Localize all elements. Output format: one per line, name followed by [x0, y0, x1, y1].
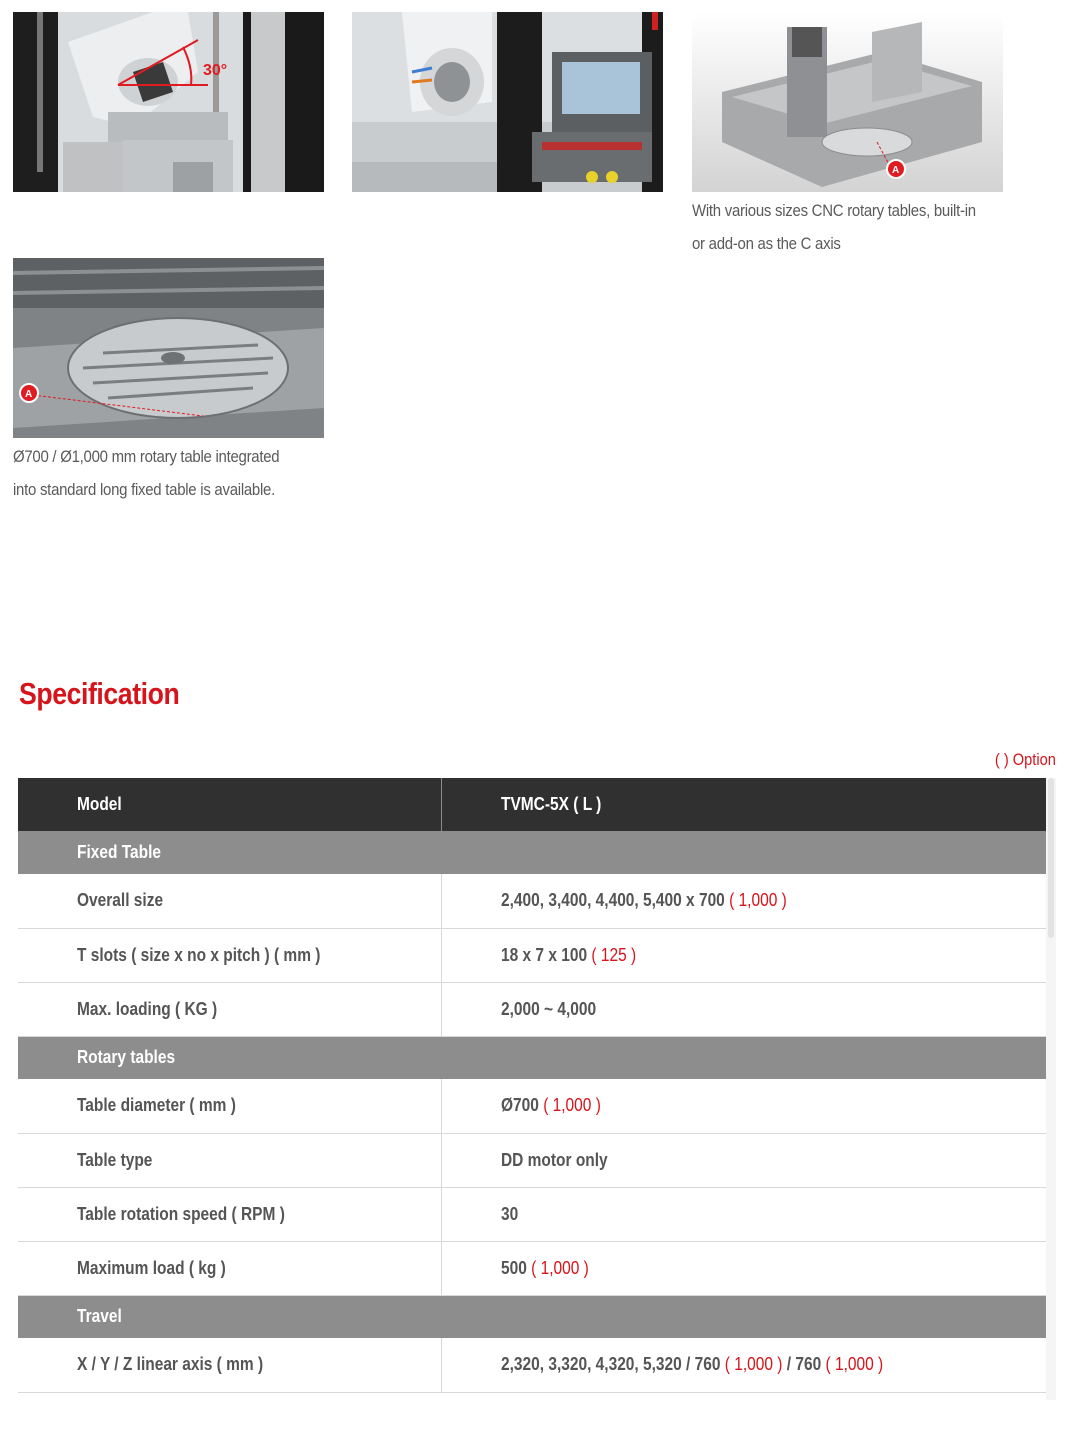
- caption-line: or add-on as the C axis: [692, 234, 841, 253]
- caption-line: Ø700 / Ø1,000 mm rotary table integrated: [13, 447, 280, 466]
- spec-label: Max. loading ( KG ): [18, 982, 441, 1036]
- spec-label: Table diameter ( mm ): [18, 1079, 441, 1133]
- standard-value: / 760: [786, 1354, 821, 1375]
- header-model-name: TVMC-5X ( L ): [441, 778, 1046, 831]
- table-row: [18, 1187, 1046, 1241]
- spec-value: [441, 874, 1046, 928]
- spec-label: Table rotation speed ( RPM ): [18, 1187, 441, 1241]
- spec-value: [441, 982, 1046, 1036]
- integrated-rotary-table-photo: [13, 258, 324, 438]
- standard-value: 30: [500, 1203, 518, 1224]
- option-value: ( 1,000 ): [728, 890, 787, 911]
- spec-label: T slots ( size x no x pitch ) ( mm ): [18, 928, 441, 982]
- section-label: Travel: [18, 1295, 1046, 1338]
- section-row: [18, 1036, 1046, 1079]
- spec-value: [441, 1187, 1046, 1241]
- standard-value: 2,400, 3,400, 4,400, 5,400 x 700: [500, 890, 725, 911]
- option-value: ( 125 ): [590, 944, 636, 965]
- spec-value: [441, 1133, 1046, 1187]
- integrated-table-caption: [13, 440, 330, 506]
- option-value: ( 1,000 ): [542, 1095, 601, 1116]
- control-panel-image: [352, 12, 663, 192]
- table-scrollbar-thumb[interactable]: [1048, 778, 1054, 938]
- table-row: [18, 1338, 1046, 1392]
- specification-heading: Specification: [19, 676, 180, 711]
- table-header-row: [18, 778, 1046, 831]
- section-label: Rotary tables: [18, 1036, 1046, 1079]
- option-value: ( 1,000 ): [530, 1257, 589, 1278]
- standard-value: 2,320, 3,320, 4,320, 5,320 / 760: [500, 1354, 720, 1375]
- table-scrollbar[interactable]: [1046, 778, 1056, 938]
- rotary-table-diagram-photo: [692, 12, 1003, 192]
- spec-label: X / Y / Z linear axis ( mm ): [18, 1338, 441, 1392]
- spec-value: [441, 1338, 1046, 1392]
- option-value: ( 1,000 ): [825, 1354, 883, 1375]
- standard-value: 18 x 7 x 100: [500, 944, 587, 965]
- standard-value: 500: [500, 1257, 527, 1278]
- spindle-tilt-image: [13, 12, 324, 192]
- table-row: [18, 1133, 1046, 1187]
- option-legend: ( ) Option: [995, 750, 1056, 769]
- rotary-table-caption: [692, 194, 1009, 260]
- table-row: [18, 1241, 1046, 1295]
- spindle-tilt-photo: [13, 12, 324, 192]
- header-model: Model: [18, 778, 441, 831]
- specification-table-container[interactable]: [18, 778, 1046, 1400]
- spec-label: Overall size: [18, 874, 441, 928]
- section-row: [18, 831, 1046, 874]
- table-row: [18, 928, 1046, 982]
- option-value: ( 1,000 ): [724, 1354, 782, 1375]
- section-label: Fixed Table: [18, 831, 1046, 874]
- table-row: [18, 1079, 1046, 1133]
- spec-value: [441, 928, 1046, 982]
- integrated-rotary-table-image: [13, 258, 324, 438]
- section-row: [18, 1295, 1046, 1338]
- table-row: [18, 874, 1046, 928]
- caption-line: With various sizes CNC rotary tables, built-in: [692, 201, 976, 220]
- standard-value: Ø700: [500, 1095, 539, 1116]
- standard-value: 2,000 ~ 4,000: [500, 998, 596, 1019]
- rotary-table-diagram-image: [692, 12, 1003, 192]
- marker-a-label: A: [892, 165, 900, 176]
- spec-value: [441, 1241, 1046, 1295]
- spec-label: Maximum load ( kg ): [18, 1241, 441, 1295]
- control-panel-photo: [352, 12, 663, 192]
- spec-label: Table type: [18, 1133, 441, 1187]
- specification-table: [18, 778, 1046, 1393]
- table-row: [18, 982, 1046, 1036]
- tilt-angle-label: 30°: [203, 62, 228, 79]
- spec-value: [441, 1079, 1046, 1133]
- marker-a-label: A: [25, 389, 33, 400]
- standard-value: DD motor only: [500, 1149, 608, 1170]
- caption-line: into standard long fixed table is available.: [13, 480, 276, 499]
